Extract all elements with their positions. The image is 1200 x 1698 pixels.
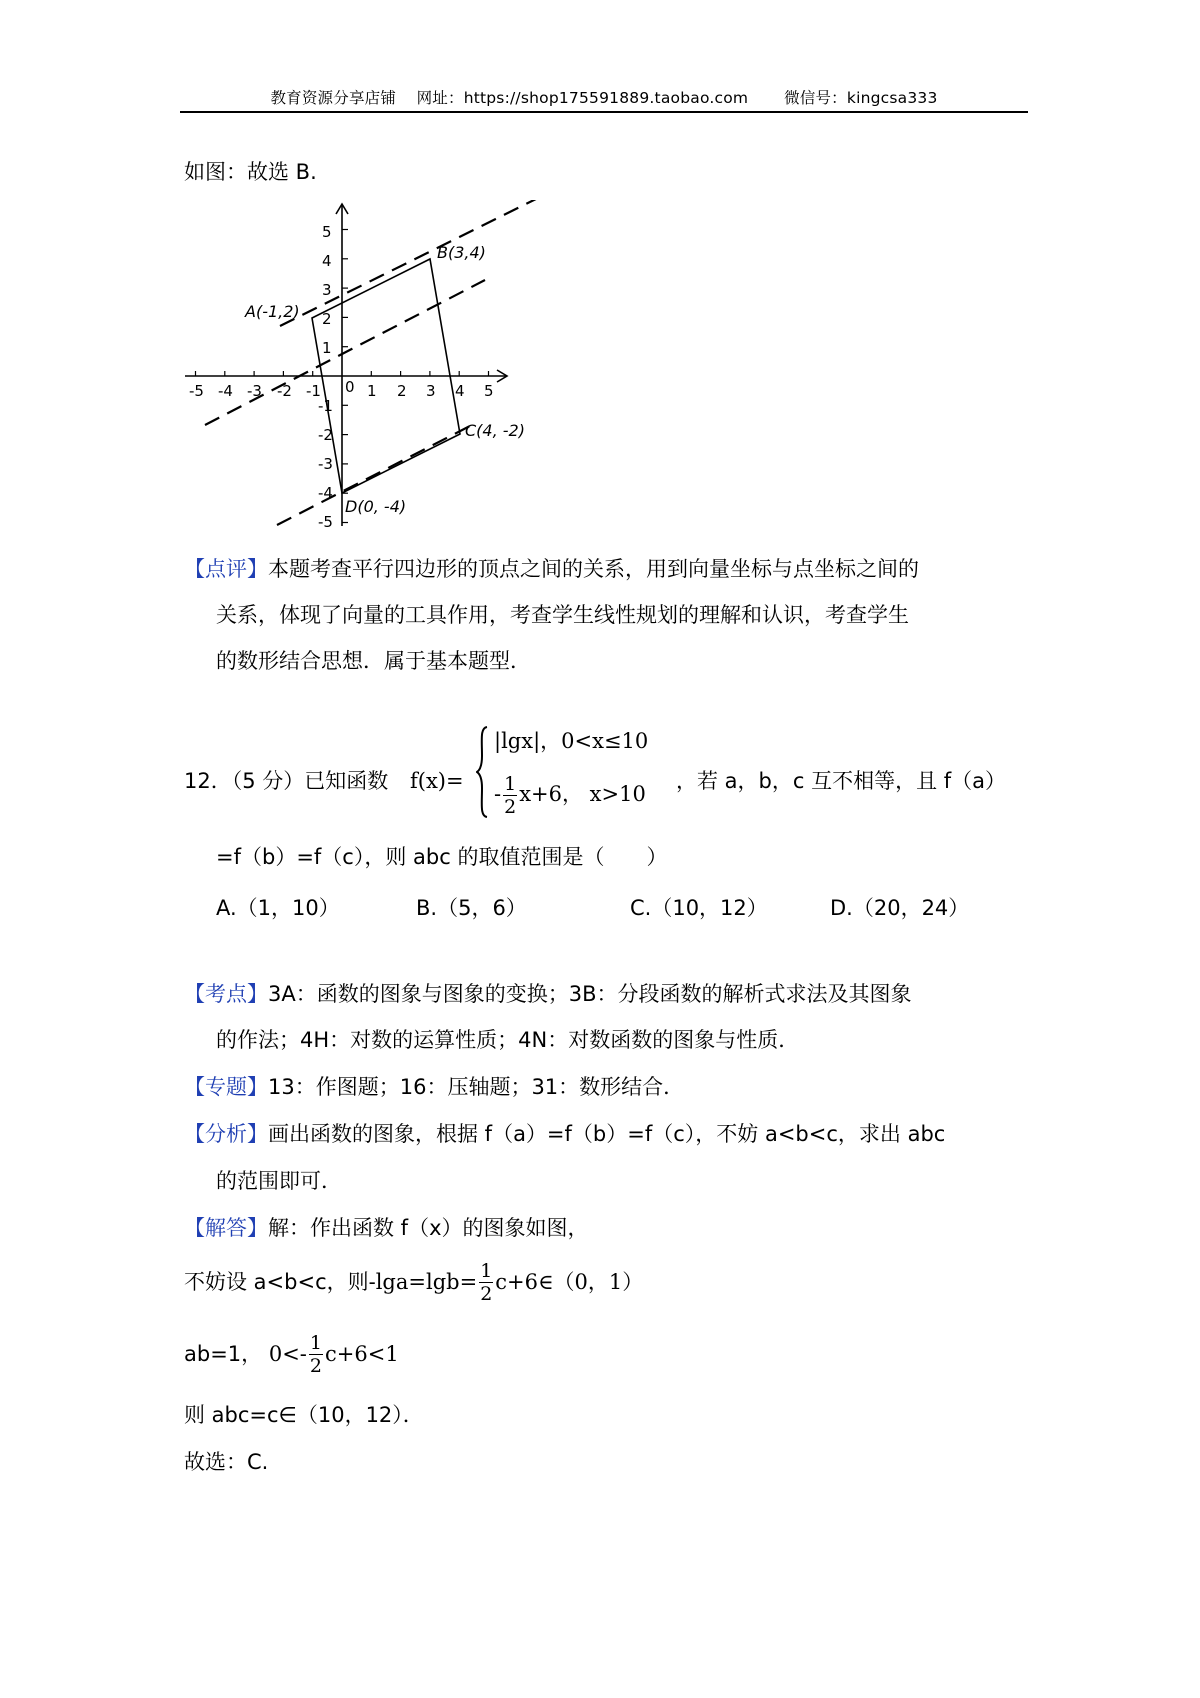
y-tick-label: 5 [322,223,332,241]
zhuanti-line [184,1072,684,1102]
y-tick-label: 2 [322,310,332,328]
q12-prefix: 12．（5 分）已知函数 [184,769,389,793]
y-tick-label: -4 [318,484,333,502]
x-tick-label: 4 [455,382,465,400]
kaodian-line-2: 的作法；4H：对数的运算性质；4N：对数函数的图象与性质． [216,1028,800,1052]
sol1-fraction [479,1262,493,1304]
x-tick-label: 5 [484,382,494,400]
label-point-c: C(4, -2) [465,421,525,440]
option-b: B.（5，6） [416,896,527,920]
comment-line-3: 的数形结合思想．属于基本题型． [216,649,531,673]
y-tick-label: 3 [322,281,332,299]
solution-line-3: 则 abc=c∈（10，12）． [184,1403,424,1427]
label-point-b: B(3,4) [437,243,486,262]
y-tick-label: -1 [318,397,333,415]
case2-tail: x+6， x>10 [519,782,646,806]
fenxi-text-1: 画出函数的图象，根据 f（a）=f（b）=f（c），不妨 a<b<c，求出 abc [268,1122,946,1146]
sol1-math-2: c+6∈（0，1） [495,1270,644,1294]
option-a: A.（1，10） [216,896,340,920]
sol1-math-1: -lga=lgb= [368,1270,478,1294]
piecewise-case-1: |lgx|，0<x≤10 [494,729,649,753]
sol2-fraction [309,1334,323,1376]
comment-line-2: 关系，体现了向量的工具作用，考查学生线性规划的理解和认识，考查学生 [216,603,909,627]
fraction-denominator: 2 [504,795,517,818]
header-wechat-id: kingcsa333 [846,89,938,107]
page-header [180,86,1028,108]
solution-line-2 [184,1330,399,1378]
x-tick-label: 1 [367,382,377,400]
kaodian-tag: 【考点】 [184,982,268,1006]
x-tick-label: 2 [397,382,407,400]
zhuanti-tag: 【专题】 [184,1075,268,1099]
comment-text-1: 本题考查平行四边形的顶点之间的关系，用到向量坐标与点坐标之间的 [268,557,919,581]
option-d: D.（20，24） [830,896,970,920]
sol2-pre: ab=1， [184,1342,263,1366]
sol1-fraction-denominator: 2 [480,1283,493,1305]
header-site-label: 网址： [416,89,464,107]
sol2-math-1: 0<- [268,1342,307,1366]
y-tick-label: -3 [318,455,333,473]
y-tick-label: 4 [322,252,332,270]
header-divider [180,111,1028,113]
fenxi-line-1 [184,1119,945,1149]
y-tick-label: 1 [322,339,332,357]
dashed-line-upper [280,200,540,326]
y-tick-label: -2 [318,426,333,444]
parallelogram-graph [185,200,545,530]
solution-line-1 [184,1258,643,1306]
comment-line-1 [184,554,919,584]
kaodian-text-1: 3A：函数的图象与图象的变换；3B：分段函数的解析式求法及其图象 [268,982,912,1006]
solution-line-4: 故选：C. [184,1450,269,1474]
piecewise-case-2 [494,770,646,818]
x-tick-label: 0 [345,378,355,396]
x-tick-label: 3 [426,382,436,400]
x-tick-label: -5 [189,382,204,400]
intro-line: 如图：故选 B. [184,160,317,184]
sol1-pre: 不妨设 a<b<c，则 [184,1270,369,1294]
y-tick-label: -5 [318,513,333,530]
fraction-half [503,772,517,818]
fenxi-line-2: 的范围即可． [216,1169,342,1193]
sol2-fraction-denominator: 2 [309,1355,322,1377]
q12-suffix: ，若 a，b，c 互不相等，且 f（a） [676,769,1007,793]
zhuanti-text: 13：作图题；16：压轴题；31：数形结合． [268,1075,685,1099]
sol2-fraction-numerator: 1 [309,1332,322,1354]
option-c: C.（10，12） [630,896,768,920]
q12-fx: f(x)= [410,769,464,793]
sol2-math-2: c+6<1 [325,1342,399,1366]
jieda-text: 解：作出函数 f（x）的图象如图， [268,1216,589,1240]
x-tick-label: -3 [247,382,262,400]
header-shop: 教育资源分享店铺 [270,89,397,107]
fenxi-tag: 【分析】 [184,1122,268,1146]
kaodian-line-1 [184,979,912,1009]
comment-tag: 【点评】 [184,557,268,581]
header-wechat-label: 微信号： [784,89,847,107]
fraction-numerator: 1 [504,772,517,795]
label-point-a: A(-1,2) [245,302,300,321]
x-tick-label: -1 [306,382,321,400]
piecewise-brace [476,726,488,818]
x-tick-label: -2 [277,382,292,400]
sol1-fraction-numerator: 1 [480,1260,493,1282]
q12-line-2: =f（b）=f（c），则 abc 的取值范围是（ ） [216,845,668,869]
x-tick-label: -4 [218,382,233,400]
jieda-tag: 【解答】 [184,1216,268,1240]
jieda-line [184,1213,589,1243]
header-site-url[interactable]: https://shop175591889.taobao.com [463,89,749,107]
case2-minus: - [494,782,502,806]
label-point-d: D(0, -4) [345,497,407,516]
